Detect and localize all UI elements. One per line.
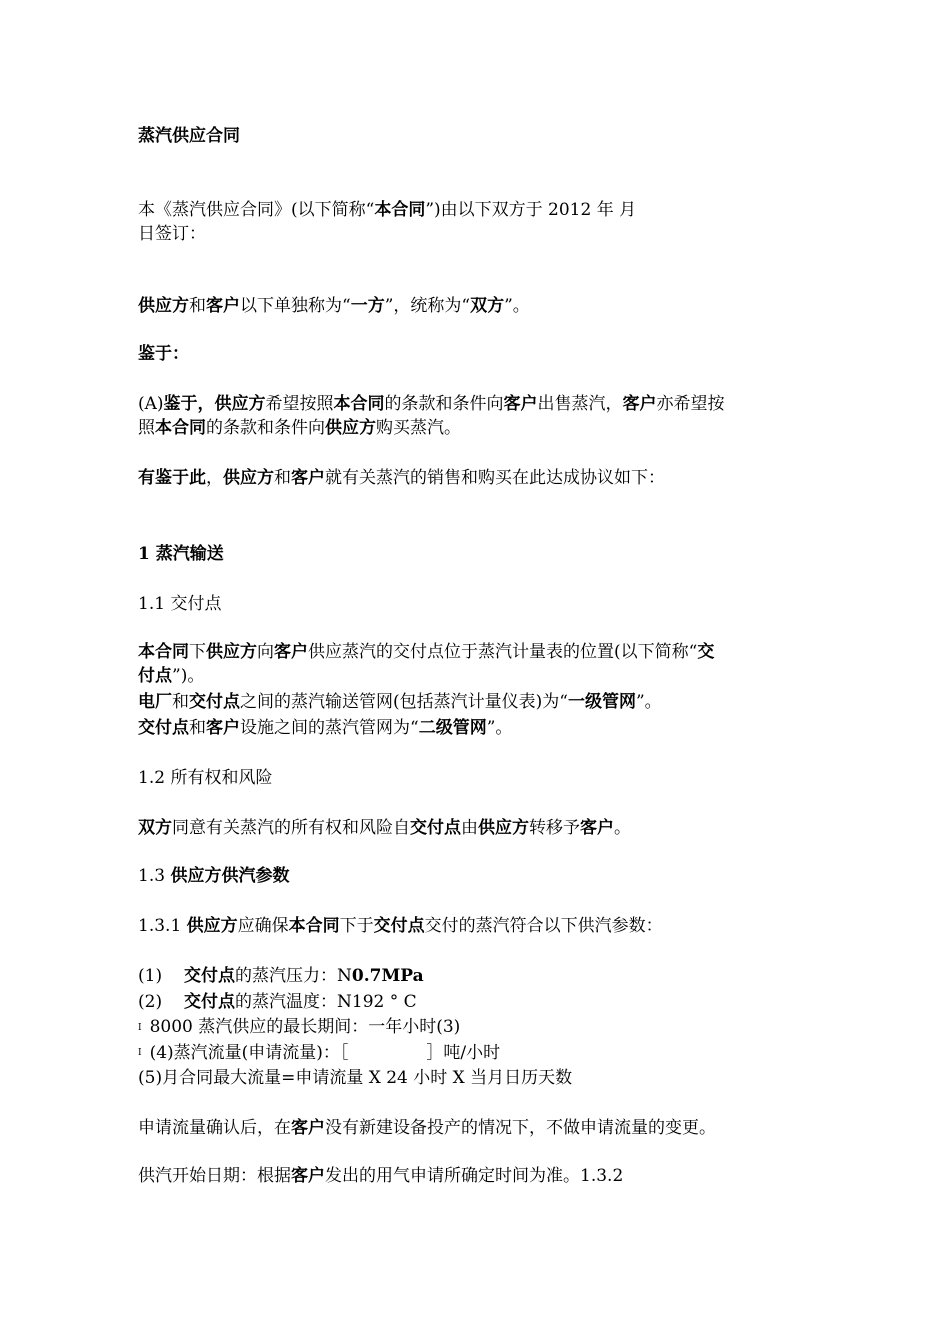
section-1-3-heading <box>138 864 289 888</box>
term-delivery-point: 交付点 <box>184 992 235 1012</box>
text: 没有新建设备投产的情况下，不做申请流量的变更。 <box>325 1118 716 1138</box>
text: 照 <box>138 418 155 438</box>
term-customer: 客户 <box>206 296 240 316</box>
text: 和 <box>189 296 206 316</box>
recital-label: (A) <box>138 394 164 414</box>
section-1-3-1-paragraph <box>138 914 663 938</box>
text: ”)。 <box>172 666 205 686</box>
subsection-number: 1.3 <box>138 866 171 886</box>
text: 之间的蒸汽输送管网(包括蒸汽计量仪表)为“ <box>240 692 568 712</box>
text: 由 <box>461 818 478 838</box>
agreement-paragraph <box>138 466 665 490</box>
recital-a-line-2 <box>138 416 461 440</box>
text: 同意有关蒸汽的所有权和风险自 <box>172 818 410 838</box>
list-number: (1) <box>138 966 163 986</box>
text: 购买蒸汽。 <box>376 418 461 438</box>
term-contract: 本合同 <box>138 642 189 662</box>
text: ”。 <box>504 296 530 316</box>
text: ”。 <box>486 718 513 738</box>
text: 下于 <box>339 916 374 936</box>
text: 供应蒸汽的交付点位于蒸汽计量表的位置(以下简称“ <box>308 642 698 662</box>
text: 转移予 <box>529 818 580 838</box>
term-supplier: 供应方 <box>186 916 238 936</box>
text: 下 <box>189 642 206 662</box>
ownership-risk-paragraph <box>138 816 631 840</box>
term-contract: 本合同 <box>155 418 206 438</box>
text: 8000 蒸汽供应的最长期间：一年小时(3) <box>149 1017 461 1037</box>
subsection-title: 供应方供汽参数 <box>170 866 290 886</box>
term-customer: 客户 <box>291 468 325 488</box>
param-monthly-max <box>138 1066 572 1090</box>
term-secondary-network: 二级管网 <box>418 718 487 738</box>
text: 和 <box>189 718 206 738</box>
term-supplier: 供应方 <box>478 818 529 838</box>
term-customer: 客户 <box>503 394 538 414</box>
term-customer: 客户 <box>291 1118 325 1138</box>
delivery-point-line-2 <box>138 664 204 688</box>
term-contract: 本合同 <box>288 916 340 936</box>
recital-a-line-1 <box>138 392 725 416</box>
whereas-heading <box>138 342 189 366</box>
term-supplier: 供应方 <box>223 468 274 488</box>
primary-network-line <box>138 690 662 714</box>
text: 和 <box>274 468 291 488</box>
param-temperature <box>138 990 417 1014</box>
text: ］吨/小时 <box>426 1043 501 1063</box>
text: 申请流量确认后，在 <box>138 1118 291 1138</box>
term-customer: 客户 <box>206 718 240 738</box>
param-flow <box>138 1041 500 1065</box>
term-delivery-point: 交付点 <box>373 916 425 936</box>
text: 的蒸汽压力：N <box>235 966 352 986</box>
intro-line-2 <box>138 222 206 246</box>
text: 向 <box>257 642 274 662</box>
section-1-2-heading <box>138 766 272 790</box>
section-1-1-heading <box>138 592 221 616</box>
term-delivery-point: 付点 <box>138 666 172 686</box>
text: 应确保 <box>237 916 289 936</box>
intro-line-1 <box>138 198 636 222</box>
subsection-heading-text: 1.1 交付点 <box>138 594 222 614</box>
secondary-network-line <box>138 716 512 740</box>
document-title <box>138 124 240 148</box>
term-power-plant: 电厂 <box>138 692 172 712</box>
text: 以下单独称为“ <box>240 296 351 316</box>
text: 供汽开始日期：根据 <box>138 1166 291 1186</box>
term-delivery-point: 交付点 <box>189 692 240 712</box>
term-supplier: 供应方 <box>214 394 266 414</box>
delivery-point-line-1 <box>138 640 714 664</box>
term-whereas: 鉴于， <box>163 394 215 414</box>
intro-text: ”)由以下双方于 2012 年 月 <box>425 200 637 220</box>
text: 的蒸汽温度：N192 ° C <box>235 992 417 1012</box>
text: 设施之间的蒸汽管网为“ <box>240 718 419 738</box>
intro-text: 本《蒸汽供应合同》(以下简称“ <box>138 200 375 220</box>
term-whereas-now: 有鉴于此 <box>138 468 206 488</box>
param-max-period <box>138 1015 460 1040</box>
term-customer: 客户 <box>622 394 657 414</box>
term-delivery-point: 交付点 <box>410 818 461 838</box>
flow-note-paragraph <box>138 1116 716 1140</box>
term-both-parties: 双方 <box>470 296 505 316</box>
term-delivery-point: 交付点 <box>138 718 189 738</box>
text: 的条款和条件向 <box>206 418 325 438</box>
text: 和 <box>172 692 189 712</box>
text: 。 <box>614 818 631 838</box>
text: 就有关蒸汽的销售和购买在此达成协议如下： <box>325 468 665 488</box>
term-both-parties: 双方 <box>138 818 172 838</box>
section-1-heading <box>138 542 224 566</box>
parties-paragraph <box>138 294 530 318</box>
term-customer: 客户 <box>291 1166 325 1186</box>
text: 亦希望按 <box>656 394 725 414</box>
param-pressure <box>138 964 424 988</box>
text: 出售蒸汽， <box>537 394 623 414</box>
term-supplier: 供应方 <box>138 296 189 316</box>
text: ， <box>206 468 223 488</box>
pressure-value: 0.7MPa <box>351 966 424 986</box>
intro-text: 日签订： <box>138 224 206 244</box>
text: 的条款和条件向 <box>384 394 504 414</box>
term-supplier: 供应方 <box>206 642 257 662</box>
term-contract: 本合同 <box>374 200 426 220</box>
subsection-heading-text: 1.2 所有权和风险 <box>138 768 273 788</box>
list-number: (2) <box>138 992 163 1012</box>
term-delivery-point: 交付点 <box>184 966 235 986</box>
text: 交付的蒸汽符合以下供汽参数： <box>424 916 663 936</box>
term-one-party: 一方 <box>350 296 385 316</box>
term-contract: 本合同 <box>333 394 385 414</box>
whereas-text: 鉴于： <box>138 344 189 364</box>
term-delivery-point: 交 <box>697 642 715 662</box>
list-mark: I <box>138 1048 142 1058</box>
text: (5)月合同最大流量=申请流量 X 24 小时 X 当月日历天数 <box>138 1068 573 1088</box>
section-heading-text: 1 蒸汽输送 <box>138 544 224 564</box>
text: ”。 <box>635 692 662 712</box>
start-date-paragraph <box>138 1164 623 1188</box>
title-text: 蒸汽供应合同 <box>138 126 240 146</box>
term-customer: 客户 <box>274 642 308 662</box>
text: ”，统称为“ <box>384 296 471 316</box>
term-primary-network: 一级管网 <box>567 692 636 712</box>
term-supplier: 供应方 <box>325 418 376 438</box>
text: (4)蒸汽流量(申请流量)：［ <box>149 1043 349 1063</box>
list-mark: I <box>138 1022 142 1033</box>
text: 希望按照 <box>265 394 334 414</box>
term-customer: 客户 <box>580 818 614 838</box>
clause-number: 1.3.1 <box>138 916 187 936</box>
text: 发出的用气申请所确定时间为准。1.3.2 <box>325 1166 624 1186</box>
